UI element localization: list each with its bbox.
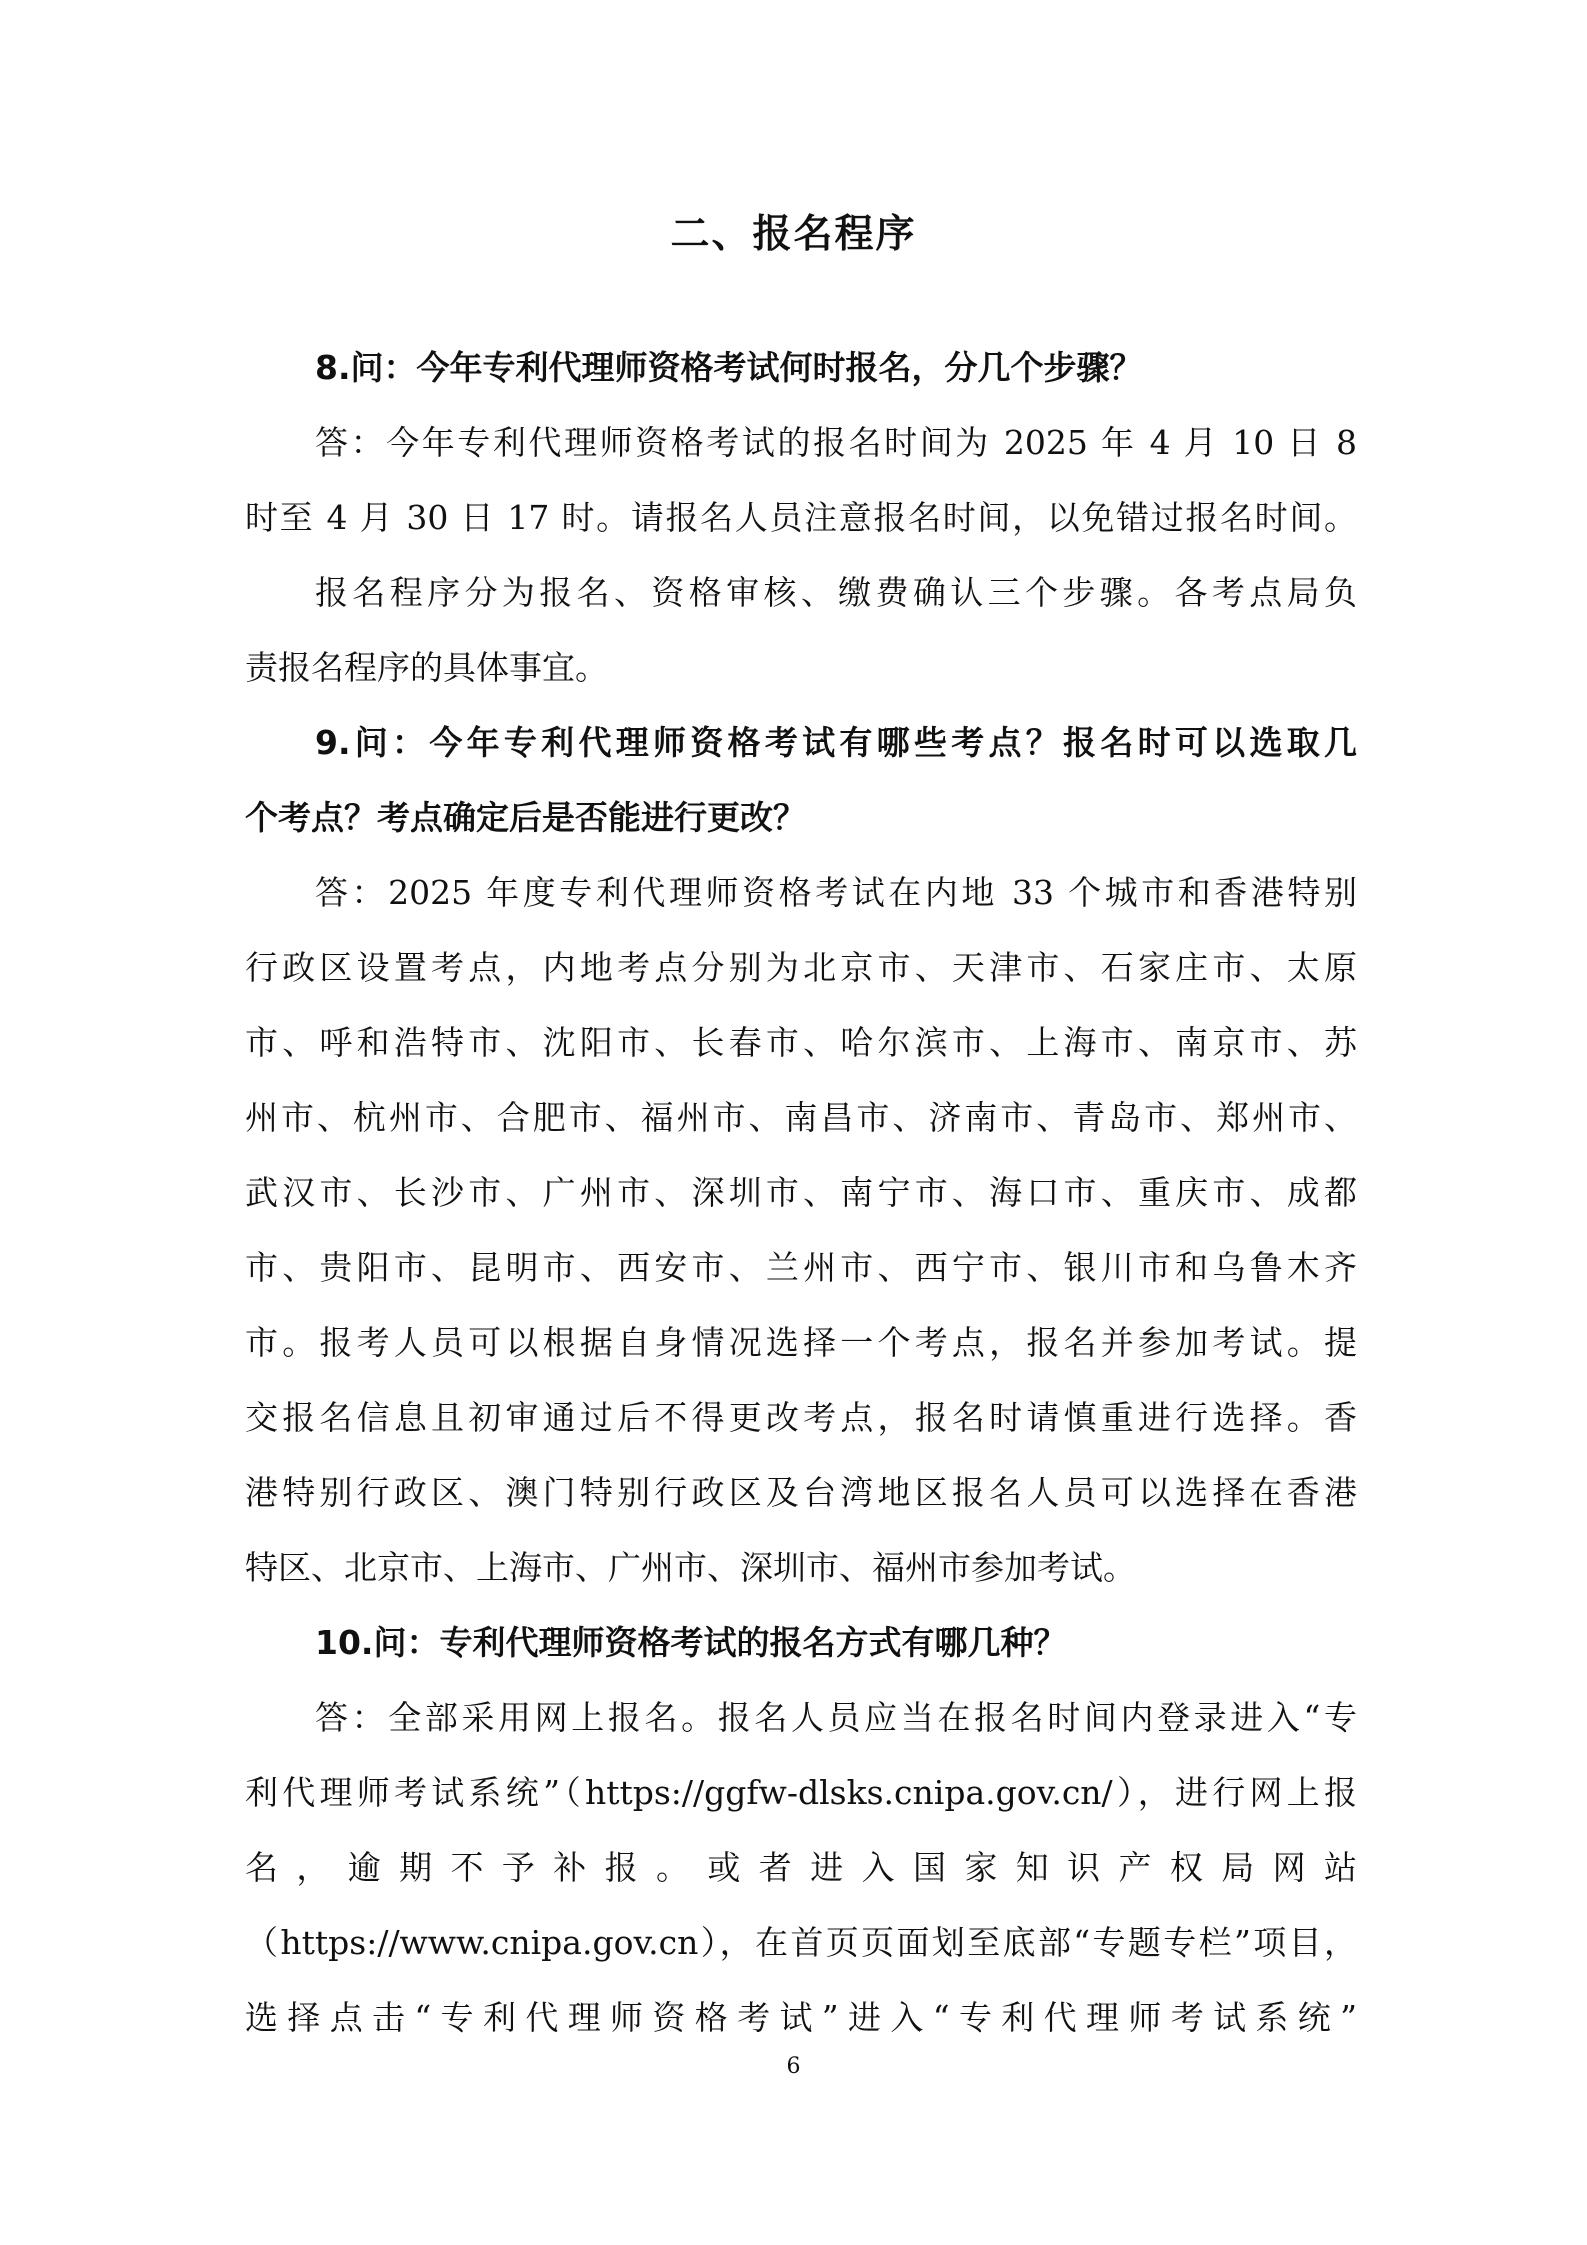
answer-9-line-6: 市、贵阳市、昆明市、西安市、兰州市、西宁市、银川市和乌鲁木齐 (245, 1248, 1357, 1287)
answer-10-line-5: 选择点击“专利代理师资格考试”进入“专利代理师考试系统” (245, 1998, 1357, 2037)
answer-8-line-3: 报名程序分为报名、资格审核、缴费确认三个步骤。各考点局负 (315, 573, 1357, 612)
question-8: 8.问：今年专利代理师资格考试何时报名，分几个步骤？ (315, 348, 1143, 387)
answer-10-line-3: 名，逾期不予补报。或者进入国家知识产权局网站 (245, 1848, 1357, 1887)
answer-9-line-8: 交报名信息且初审通过后不得更改考点，报名时请慎重进行选择。香 (245, 1398, 1357, 1437)
answer-8-line-2: 时至 4 月 30 日 17 时。请报名人员注意报名时间，以免错过报名时间。 (245, 498, 1357, 537)
answer-8-line-4: 责报名程序的具体事宜。 (245, 648, 608, 687)
page-number: 6 (786, 2054, 801, 2079)
answer-8-line-1: 答：今年专利代理师资格考试的报名时间为 2025 年 4 月 10 日 8 (315, 423, 1357, 462)
answer-9-line-3: 市、呼和浩特市、沈阳市、长春市、哈尔滨市、上海市、南京市、苏 (245, 1023, 1357, 1062)
answer-9-line-10: 特区、北京市、上海市、广州市、深圳市、福州市参加考试。 (245, 1548, 1136, 1587)
answer-9-line-4: 州市、杭州市、合肥市、福州市、南昌市、济南市、青岛市、郑州市、 (245, 1098, 1357, 1137)
answer-9-line-7: 市。报考人员可以根据自身情况选择一个考点，报名并参加考试。提 (245, 1323, 1357, 1362)
question-10: 10.问：专利代理师资格考试的报名方式有哪几种？ (315, 1623, 1067, 1662)
question-9-line-1: 9.问：今年专利代理师资格考试有哪些考点？报名时可以选取几 (315, 723, 1357, 762)
answer-9-line-2: 行政区设置考点，内地考点分别为北京市、天津市、石家庄市、太原 (245, 948, 1357, 987)
answer-9-line-5: 武汉市、长沙市、广州市、深圳市、南宁市、海口市、重庆市、成都 (245, 1173, 1357, 1212)
answer-9-line-9: 港特别行政区、澳门特别行政区及台湾地区报名人员可以选择在香港 (245, 1473, 1357, 1512)
question-9-line-2: 个考点？考点确定后是否能进行更改？ (245, 798, 806, 837)
answer-10-line-4: （https://www.cnipa.gov.cn），在首页页面划至底部“专题专栏”项目， (245, 1923, 1357, 1962)
section-heading: 二、报名程序 (670, 212, 917, 257)
answer-10-line-1: 答：全部采用网上报名。报名人员应当在报名时间内登录进入“专 (315, 1698, 1357, 1737)
answer-9-line-1: 答：2025 年度专利代理师资格考试在内地 33 个城市和香港特别 (315, 873, 1357, 912)
answer-10-line-2: 利代理师考试系统”（https://ggfw-dlsks.cnipa.gov.cn/），进行网上报 (245, 1773, 1357, 1812)
